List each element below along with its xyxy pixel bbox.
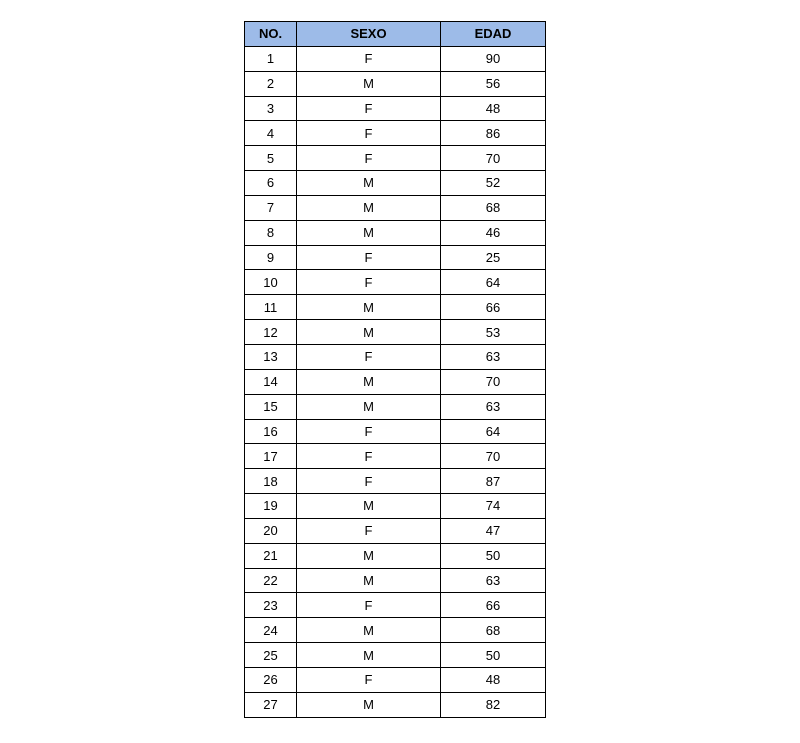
cell-sexo: F [297,344,441,369]
table-row [245,543,546,568]
cell-edad: 70 [441,444,546,469]
cell-edad: 63 [441,344,546,369]
cell-edad: 48 [441,96,546,121]
cell-sexo: F [297,469,441,494]
cell-no: 6 [245,171,297,196]
cell-edad: 53 [441,320,546,345]
cell-no: 24 [245,618,297,643]
table-row [245,195,546,220]
table-row [245,46,546,71]
header-no: NO. [245,22,297,47]
cell-sexo: M [297,320,441,345]
table-body [245,46,546,717]
cell-sexo: M [297,394,441,419]
cell-sexo: F [297,121,441,146]
table-row [245,171,546,196]
cell-no: 1 [245,46,297,71]
cell-no: 22 [245,568,297,593]
cell-sexo: M [297,171,441,196]
cell-edad: 63 [441,394,546,419]
cell-edad: 46 [441,220,546,245]
cell-no: 18 [245,469,297,494]
data-table [244,21,546,718]
cell-no: 7 [245,195,297,220]
cell-edad: 63 [441,568,546,593]
cell-sexo: M [297,71,441,96]
cell-sexo: M [297,494,441,519]
cell-edad: 87 [441,469,546,494]
table-row [245,469,546,494]
cell-edad: 64 [441,419,546,444]
cell-edad: 50 [441,543,546,568]
table-row [245,568,546,593]
cell-sexo: F [297,46,441,71]
cell-sexo: M [297,543,441,568]
header-sexo: SEXO [297,22,441,47]
table-row [245,369,546,394]
table-row [245,220,546,245]
cell-no: 20 [245,518,297,543]
cell-sexo: M [297,643,441,668]
cell-sexo: F [297,146,441,171]
table-row [245,692,546,717]
cell-edad: 25 [441,245,546,270]
cell-no: 19 [245,494,297,519]
cell-sexo: M [297,692,441,717]
header-row [245,22,546,47]
cell-sexo: F [297,667,441,692]
cell-sexo: M [297,220,441,245]
cell-sexo: F [297,518,441,543]
cell-no: 14 [245,369,297,394]
table-row [245,270,546,295]
cell-no: 21 [245,543,297,568]
table-row [245,618,546,643]
table-row [245,667,546,692]
cell-sexo: F [297,245,441,270]
cell-edad: 47 [441,518,546,543]
cell-sexo: F [297,270,441,295]
cell-no: 3 [245,96,297,121]
cell-no: 2 [245,71,297,96]
cell-edad: 64 [441,270,546,295]
cell-no: 16 [245,419,297,444]
cell-no: 8 [245,220,297,245]
cell-no: 5 [245,146,297,171]
cell-no: 27 [245,692,297,717]
table-row [245,121,546,146]
cell-sexo: M [297,295,441,320]
cell-sexo: F [297,593,441,618]
cell-edad: 50 [441,643,546,668]
table-row [245,245,546,270]
table-row [245,344,546,369]
cell-no: 13 [245,344,297,369]
cell-edad: 66 [441,295,546,320]
cell-sexo: M [297,369,441,394]
cell-edad: 52 [441,171,546,196]
cell-no: 23 [245,593,297,618]
table-row [245,320,546,345]
cell-sexo: F [297,96,441,121]
cell-edad: 48 [441,667,546,692]
data-table-container [244,21,546,718]
cell-edad: 82 [441,692,546,717]
cell-edad: 74 [441,494,546,519]
cell-edad: 68 [441,618,546,643]
cell-no: 15 [245,394,297,419]
cell-edad: 56 [441,71,546,96]
cell-no: 26 [245,667,297,692]
cell-no: 25 [245,643,297,668]
cell-edad: 90 [441,46,546,71]
cell-edad: 66 [441,593,546,618]
cell-edad: 86 [441,121,546,146]
cell-sexo: M [297,195,441,220]
table-row [245,71,546,96]
cell-no: 4 [245,121,297,146]
table-row [245,96,546,121]
table-row [245,643,546,668]
table-row [245,518,546,543]
cell-edad: 70 [441,146,546,171]
cell-sexo: M [297,568,441,593]
table-row [245,394,546,419]
cell-edad: 68 [441,195,546,220]
cell-edad: 70 [441,369,546,394]
cell-sexo: M [297,618,441,643]
table-row [245,146,546,171]
table-row [245,494,546,519]
cell-no: 10 [245,270,297,295]
cell-sexo: F [297,444,441,469]
cell-no: 12 [245,320,297,345]
cell-no: 11 [245,295,297,320]
table-row [245,419,546,444]
table-row [245,444,546,469]
cell-no: 17 [245,444,297,469]
cell-no: 9 [245,245,297,270]
table-row [245,593,546,618]
header-edad: EDAD [441,22,546,47]
table-row [245,295,546,320]
cell-sexo: F [297,419,441,444]
table-header [245,22,546,47]
